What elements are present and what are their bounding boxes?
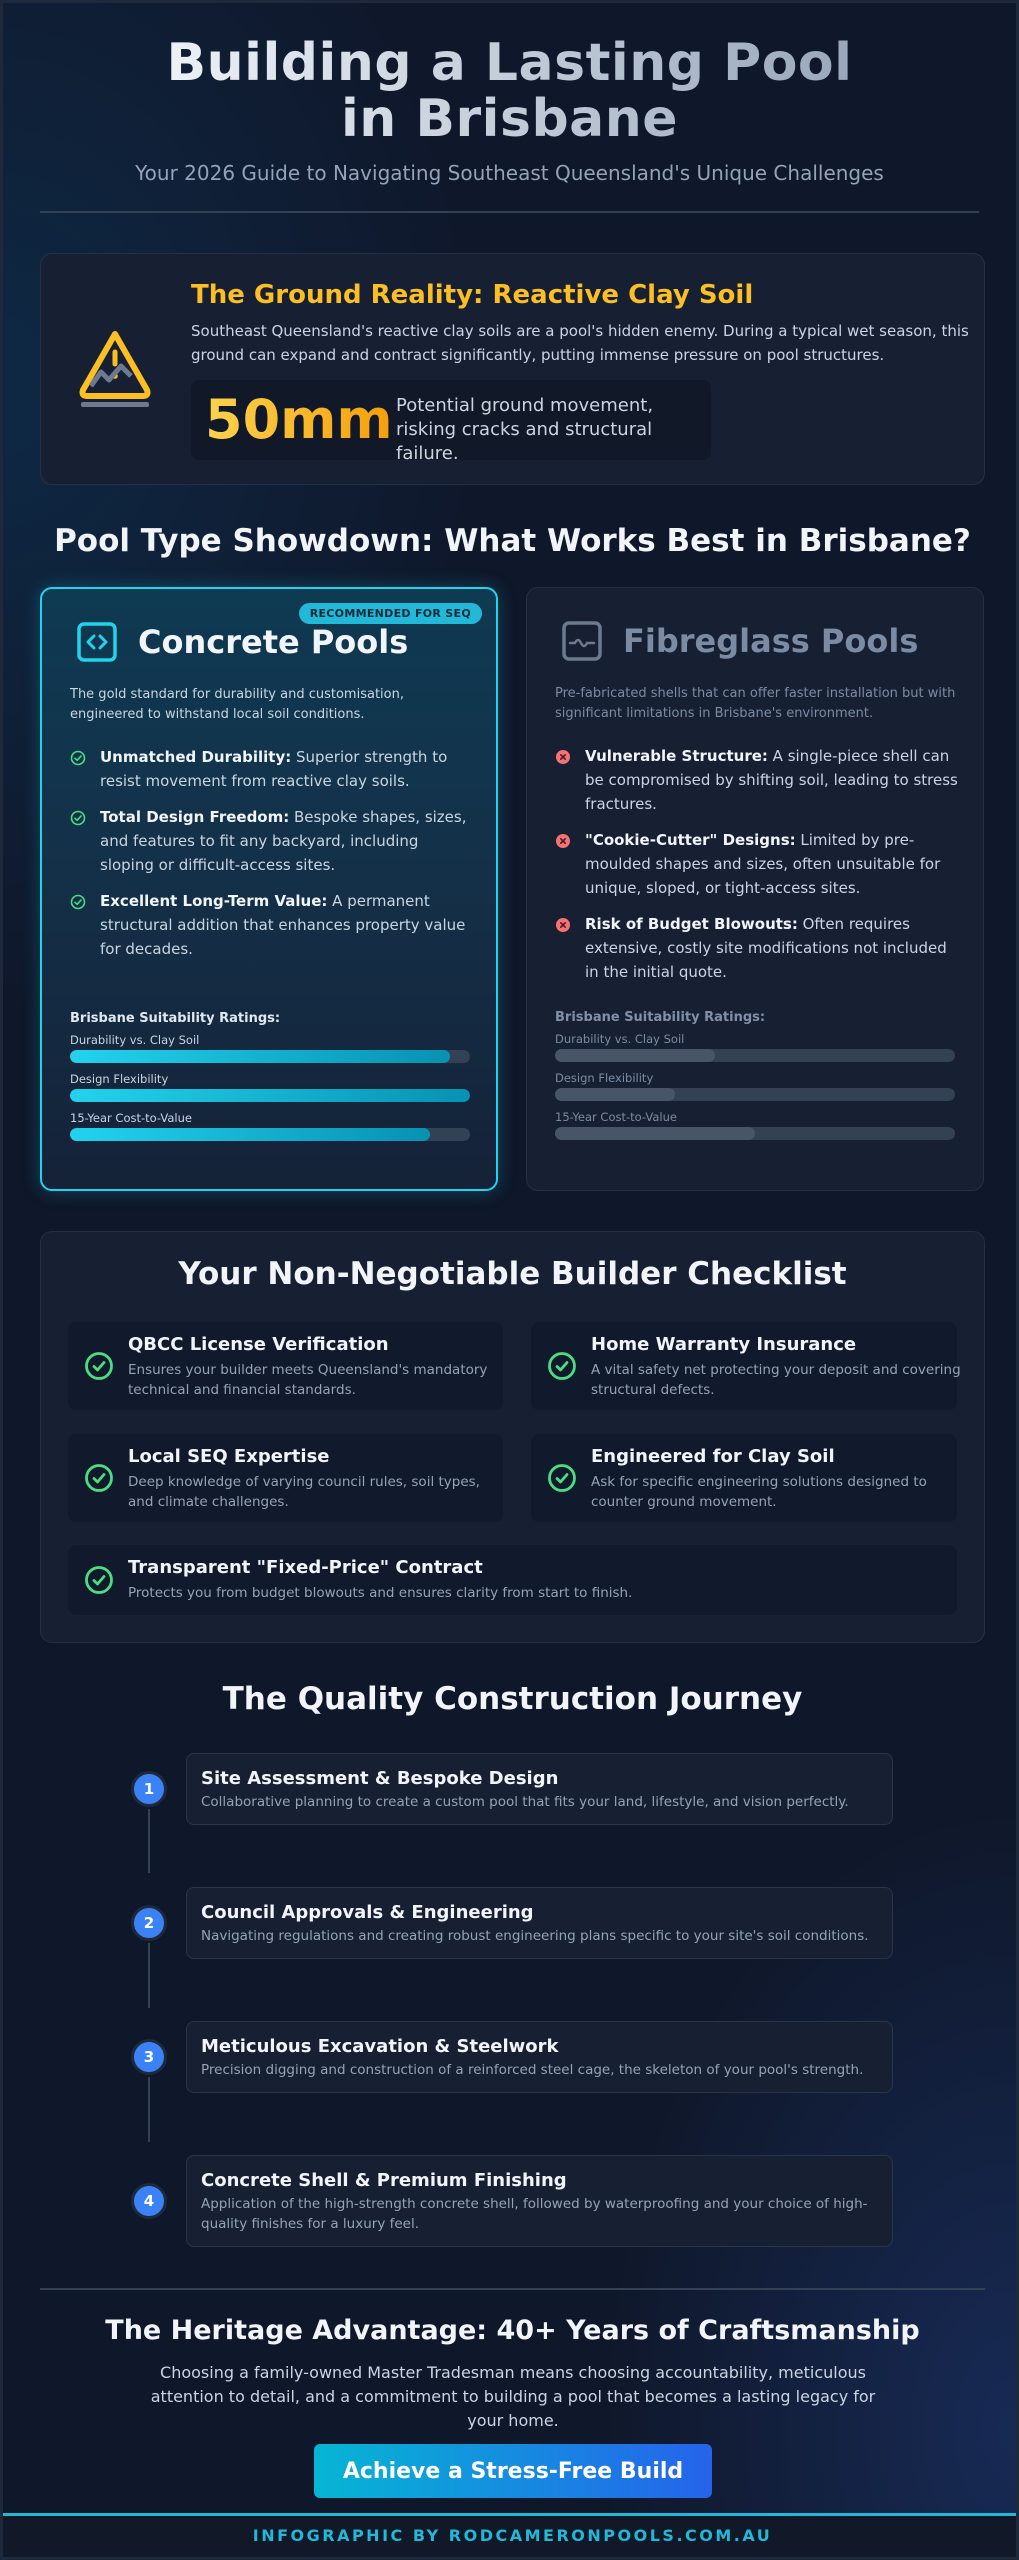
check-circle-icon: [547, 1351, 577, 1381]
journey-title: The Quality Construction Journey: [222, 1681, 803, 1717]
rating-fill: [70, 1050, 450, 1063]
checklist-item: [68, 1322, 503, 1410]
rating-durability: [555, 1031, 955, 1062]
showdown-title: Pool Type Showdown: What Works Best in Brisbane?: [54, 523, 971, 559]
step-description: Navigating regulations and creating robust engineering plans specific to your site's soil conditions.: [201, 1928, 869, 1944]
feature-title: Vulnerable Structure:: [585, 747, 768, 765]
rating-fill: [555, 1088, 675, 1101]
feature-item: [555, 912, 960, 984]
step-number: 2: [131, 1905, 167, 1941]
divider: [40, 2288, 985, 2290]
feature-list: [555, 744, 960, 996]
rating-cost: [70, 1110, 470, 1141]
step-number: 3: [131, 2039, 167, 2075]
feature-text: Often requires extensive, costly site modifications not included in the initial quote.: [585, 915, 947, 981]
pool-description: The gold standard for durability and customisation, engineered to withstand local soil conditions.: [70, 687, 404, 722]
rating-design: [70, 1071, 470, 1102]
feature-item: [70, 805, 475, 877]
ratings-title: Brisbane Suitability Ratings:: [70, 1011, 281, 1026]
fibreglass-pool-card: [526, 587, 984, 1191]
rating-label: 15-Year Cost-to-Value: [70, 1111, 192, 1125]
soil-title: The Ground Reality: Reactive Clay Soil: [191, 280, 754, 310]
rating-track: [70, 1089, 470, 1102]
step-number: 1: [131, 1771, 167, 1807]
checklist-item: [531, 1434, 957, 1522]
rating-label: 15-Year Cost-to-Value: [555, 1110, 677, 1124]
page-title: Building a Lasting Pool in Brisbane: [130, 35, 890, 147]
feature-list: [70, 745, 475, 973]
divider: [40, 211, 979, 213]
checklist-item-title: QBCC License Verification: [128, 1334, 389, 1355]
rating-fill: [555, 1127, 755, 1140]
step-title: Site Assessment & Bespoke Design: [201, 1768, 559, 1789]
header: [3, 3, 1016, 213]
soil-card: [40, 253, 985, 485]
feature-title: Total Design Freedom:: [100, 808, 290, 826]
rating-track: [70, 1050, 470, 1063]
ratings: [70, 1011, 470, 1149]
step-card: [186, 1887, 893, 1959]
x-circle-icon: [555, 749, 571, 765]
pool-name: Concrete Pools: [138, 623, 409, 661]
feature-item: [555, 744, 960, 816]
feature-text: A single-piece shell can be compromised by shifting soil, leading to stress fractures.: [585, 747, 958, 813]
check-circle-icon: [547, 1463, 577, 1493]
check-circle-icon: [70, 750, 86, 766]
step-description: Collaborative planning to create a custom pool that fits your land, lifestyle, and vision perfectly.: [201, 1794, 849, 1810]
checklist-item: [68, 1434, 503, 1522]
check-circle-icon: [84, 1351, 114, 1381]
stat-value: 50mm: [205, 388, 393, 451]
feature-text: Limited by pre-moulded shapes and sizes, often unsuitable for unique, sloped, or tight-access sites.: [585, 831, 941, 897]
rating-track: [555, 1049, 955, 1062]
rating-track: [70, 1128, 470, 1141]
rating-label: Durability vs. Clay Soil: [555, 1032, 685, 1046]
step-title: Concrete Shell & Premium Finishing: [201, 2170, 567, 2191]
feature-item: [70, 745, 475, 793]
rating-track: [555, 1127, 955, 1140]
check-circle-icon: [84, 1565, 114, 1595]
timeline-connector: [148, 2072, 150, 2142]
check-circle-icon: [70, 810, 86, 826]
x-circle-icon: [555, 917, 571, 933]
cta-button[interactable]: Achieve a Stress-Free Build: [314, 2444, 712, 2498]
step-title: Meticulous Excavation & Steelwork: [201, 2036, 559, 2057]
page-subtitle: Your 2026 Guide to Navigating Southeast Queensland's Unique Challenges: [135, 161, 884, 185]
wave-chart-icon: [561, 620, 603, 662]
step-card: [186, 1753, 893, 1825]
concrete-pool-card: [40, 587, 498, 1191]
rating-cost: [555, 1109, 955, 1140]
checklist-item: [68, 1545, 957, 1615]
warning-ground-icon: [71, 324, 159, 412]
footer: [3, 2513, 1019, 2560]
timeline-connector: [148, 1803, 150, 1873]
checklist-item-desc: Deep knowledge of varying council rules, soil types, and climate challenges.: [128, 1474, 480, 1510]
rating-design: [555, 1070, 955, 1101]
soil-description: Southeast Queensland's reactive clay soils are a pool's hidden enemy. During a typical wet season, this ground can expand and contract significantly, putting immense pressure on pool structures.: [191, 322, 969, 364]
feature-item: [70, 889, 475, 961]
step-description: Application of the high-strength concrete shell, followed by waterproofing and your choice of high-quality finishes for a luxury feel.: [201, 2196, 868, 2232]
rating-label: Design Flexibility: [70, 1072, 169, 1086]
check-circle-icon: [84, 1463, 114, 1493]
rating-fill: [70, 1128, 430, 1141]
checklist-item-title: Engineered for Clay Soil: [591, 1446, 835, 1467]
checklist-item-desc: Protects you from budget blowouts and ensures clarity from start to finish.: [128, 1585, 633, 1601]
ratings: [555, 1010, 955, 1148]
feature-title: Unmatched Durability:: [100, 748, 292, 766]
checklist-item-title: Local SEQ Expertise: [128, 1446, 330, 1467]
step-number: 4: [131, 2183, 167, 2219]
feature-text: A permanent structural addition that enhances property value for decades.: [100, 892, 466, 958]
rating-fill: [70, 1089, 470, 1102]
rating-track: [555, 1088, 955, 1101]
x-circle-icon: [555, 833, 571, 849]
checklist-item-desc: Ensures your builder meets Queensland's mandatory technical and financial standards.: [128, 1362, 488, 1398]
heritage-text: Choosing a family-owned Master Tradesman means choosing accountability, meticulous attention to detail, and a commitment to building a pool that becomes a lasting legacy for your home.: [150, 2363, 876, 2430]
stat-description: Potential ground movement, risking cracks and structural failure.: [396, 395, 654, 464]
feature-text: Bespoke shapes, sizes, and features to fit any backyard, including sloping or difficult-access sites.: [100, 808, 467, 874]
feature-item: [555, 828, 960, 900]
feature-title: Risk of Budget Blowouts:: [585, 915, 798, 933]
checklist-item-desc: A vital safety net protecting your deposit and covering structural defects.: [591, 1362, 961, 1398]
checklist-title: Your Non-Negotiable Builder Checklist: [178, 1256, 847, 1292]
rating-durability: [70, 1032, 470, 1063]
stat-box: [191, 380, 711, 464]
rating-fill: [555, 1049, 715, 1062]
checklist-item: [531, 1322, 961, 1410]
builder-checklist: [40, 1231, 985, 1643]
rating-label: Design Flexibility: [555, 1071, 654, 1085]
recommended-badge: RECOMMENDED FOR SEQ: [299, 603, 482, 624]
checklist-item-title: Home Warranty Insurance: [591, 1334, 857, 1355]
feature-title: "Cookie-Cutter" Designs:: [585, 831, 796, 849]
timeline-connector: [148, 1938, 150, 2008]
step-title: Council Approvals & Engineering: [201, 1902, 534, 1923]
check-circle-icon: [70, 894, 86, 910]
pool-name: Fibreglass Pools: [623, 622, 919, 660]
feature-text: Superior strength to resist movement from reactive clay soils.: [100, 748, 448, 790]
ratings-title: Brisbane Suitability Ratings:: [555, 1010, 766, 1025]
step-card: [186, 2155, 893, 2247]
footer-credit: INFOGRAPHIC BY RODCAMERONPOOLS.COM.AU: [252, 2526, 773, 2545]
code-brackets-icon: [76, 621, 118, 663]
feature-title: Excellent Long-Term Value:: [100, 892, 328, 910]
pool-description: Pre-fabricated shells that can offer faster installation but with significant limitations in Brisbane's environment.: [555, 686, 956, 721]
step-description: Precision digging and construction of a reinforced steel cage, the skeleton of your pool's strength.: [201, 2062, 864, 2078]
checklist-item-title: Transparent "Fixed-Price" Contract: [128, 1557, 483, 1578]
checklist-item-desc: Ask for specific engineering solutions designed to counter ground movement.: [591, 1474, 927, 1510]
step-card: [186, 2021, 893, 2093]
heritage-title: The Heritage Advantage: 40+ Years of Craftsmanship: [105, 2315, 920, 2346]
rating-label: Durability vs. Clay Soil: [70, 1033, 200, 1047]
